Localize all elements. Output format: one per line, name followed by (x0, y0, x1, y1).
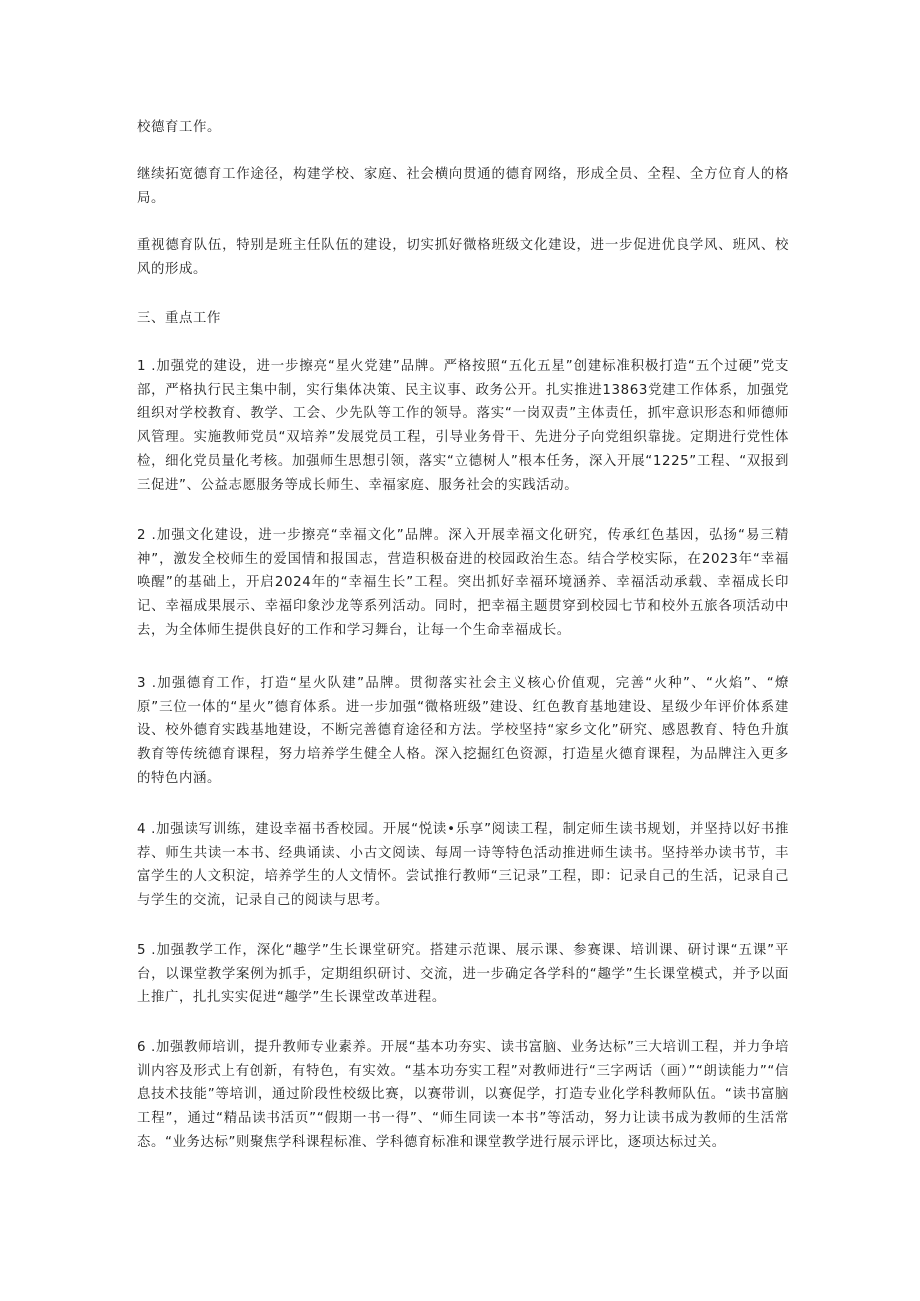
paragraph-moral-network: 继续拓宽德育工作途径，构建学校、家庭、社会横向贯通的德育网络，形成全员、全程、全方位育人的格局。 (137, 167, 789, 206)
section-heading-key-work: 三、重点工作 (137, 311, 221, 326)
paragraph-item-2-culture: 2 .加强文化建设，进一步擦亮“幸福文化”品牌。深入开展幸福文化研究，传承红色基因，弘扬“易三精神”，激发全校师生的爱国情和报国志，营造积极奋进的校园政治生态。结合学校实际，在2023年“幸福唤醒”的基础上，开启2024年的“幸福生长”工程。突出抓好幸福环境涵养、幸福活动承载、幸福成长印记、幸福成果展示、幸福印象沙龙等系列活动。同时，把幸福主题贯穿到校园七节和校外五旅各项活动中去，为全体师生提供良好的工作和学习舞台，让每一个生命幸福成长。 (137, 528, 789, 638)
paragraph-item-4-reading: 4 .加强读写训练，建设幸福书香校园。开展“悦读•乐享”阅读工程，制定师生读书规划，并坚持以好书推荐、师生共读一本书、经典诵读、小古文阅读、每周一诗等特色活动推进师生读书。坚持举办读书节，丰富学生的人文积淀，培养学生的人文情怀。尝试推行教师“三记录”工程，即：记录自己的生活，记录自己与学生的交流，记录自己的阅读与思考。 (137, 822, 789, 909)
paragraph-intro-continuation: 校德育工作。 (137, 120, 221, 135)
paragraph-item-1-party-building: 1 .加强党的建设，进一步擦亮“星火党建”品牌。严格按照“五化五星”创建标准积极打造“五个过硬”党支部，严格执行民主集中制，实行集体决策、民主议事、政务公开。扎实推进13863党建工作体系，加强党组织对学校教育、教学、工会、少先队等工作的领导。落实“一岗双责”主体责任，抓牢意识形态和师德师风管理。实施教师党员“双培养”发展党员工程，引导业务骨干、先进分子向党组织靠拢。定期进行党性体检，细化党员量化考核。加强师生思想引领，落实“立德树人”根本任务，深入开展“1225”工程、“双报到三促进”、公益志愿服务等成长师生、幸福家庭、服务社会的实践活动。 (137, 359, 789, 493)
paragraph-item-5-teaching: 5 .加强教学工作，深化“趣学”生长课堂研究。搭建示范课、展示课、参赛课、培训课、研讨课“五课”平台，以课堂教学案例为抓手，定期组织研讨、交流，进一步确定各学科的“趣学”生长课堂模式，并予以面上推广，扎扎实实促进“趣学”生长课堂改革进程。 (137, 943, 789, 1006)
paragraph-moral-team: 重视德育队伍，特别是班主任队伍的建设，切实抓好微格班级文化建设，进一步促进优良学风、班风、校风的形成。 (137, 238, 789, 277)
paragraph-item-3-moral-education: 3 .加强德育工作，打造“星火队建”品牌。贯彻落实社会主义核心价值观，完善“火种”、“火焰”、“燎原”三位一体的“星火”德育体系。进一步加强“微格班级”建设、红色教育基地建设、星级少年评价体系建设、校外德育实践基地建设，不断完善德育途径和方法。学校坚持“家乡文化”研究、感恩教育、特色升旗教育等传统德育课程，努力培养学生健全人格。深入挖掘红色资源，打造星火德育课程，为品牌注入更多的特色内涵。 (137, 676, 789, 786)
paragraph-item-6-teacher-training: 6 .加强教师培训，提升教师专业素养。开展“基本功夯实、读书富脑、业务达标”三大培训工程，并力争培训内容及形式上有创新，有特色，有实效。“基本功夯实工程”对教师进行“三字两话（画）”“朗读能力”“信息技术技能”等培训，通过阶段性校级比赛，以赛带训，以赛促学，打造专业化学科教师队伍。“读书富脑工程”，通过“精品读书活页”“假期一书一得”、“师生同读一本书”等活动，努力让读书成为教师的生活常态。“业务达标”则聚焦学科课程标准、学科德育标准和课堂教学进行展示评比，逐项达标过关。 (137, 1040, 789, 1150)
